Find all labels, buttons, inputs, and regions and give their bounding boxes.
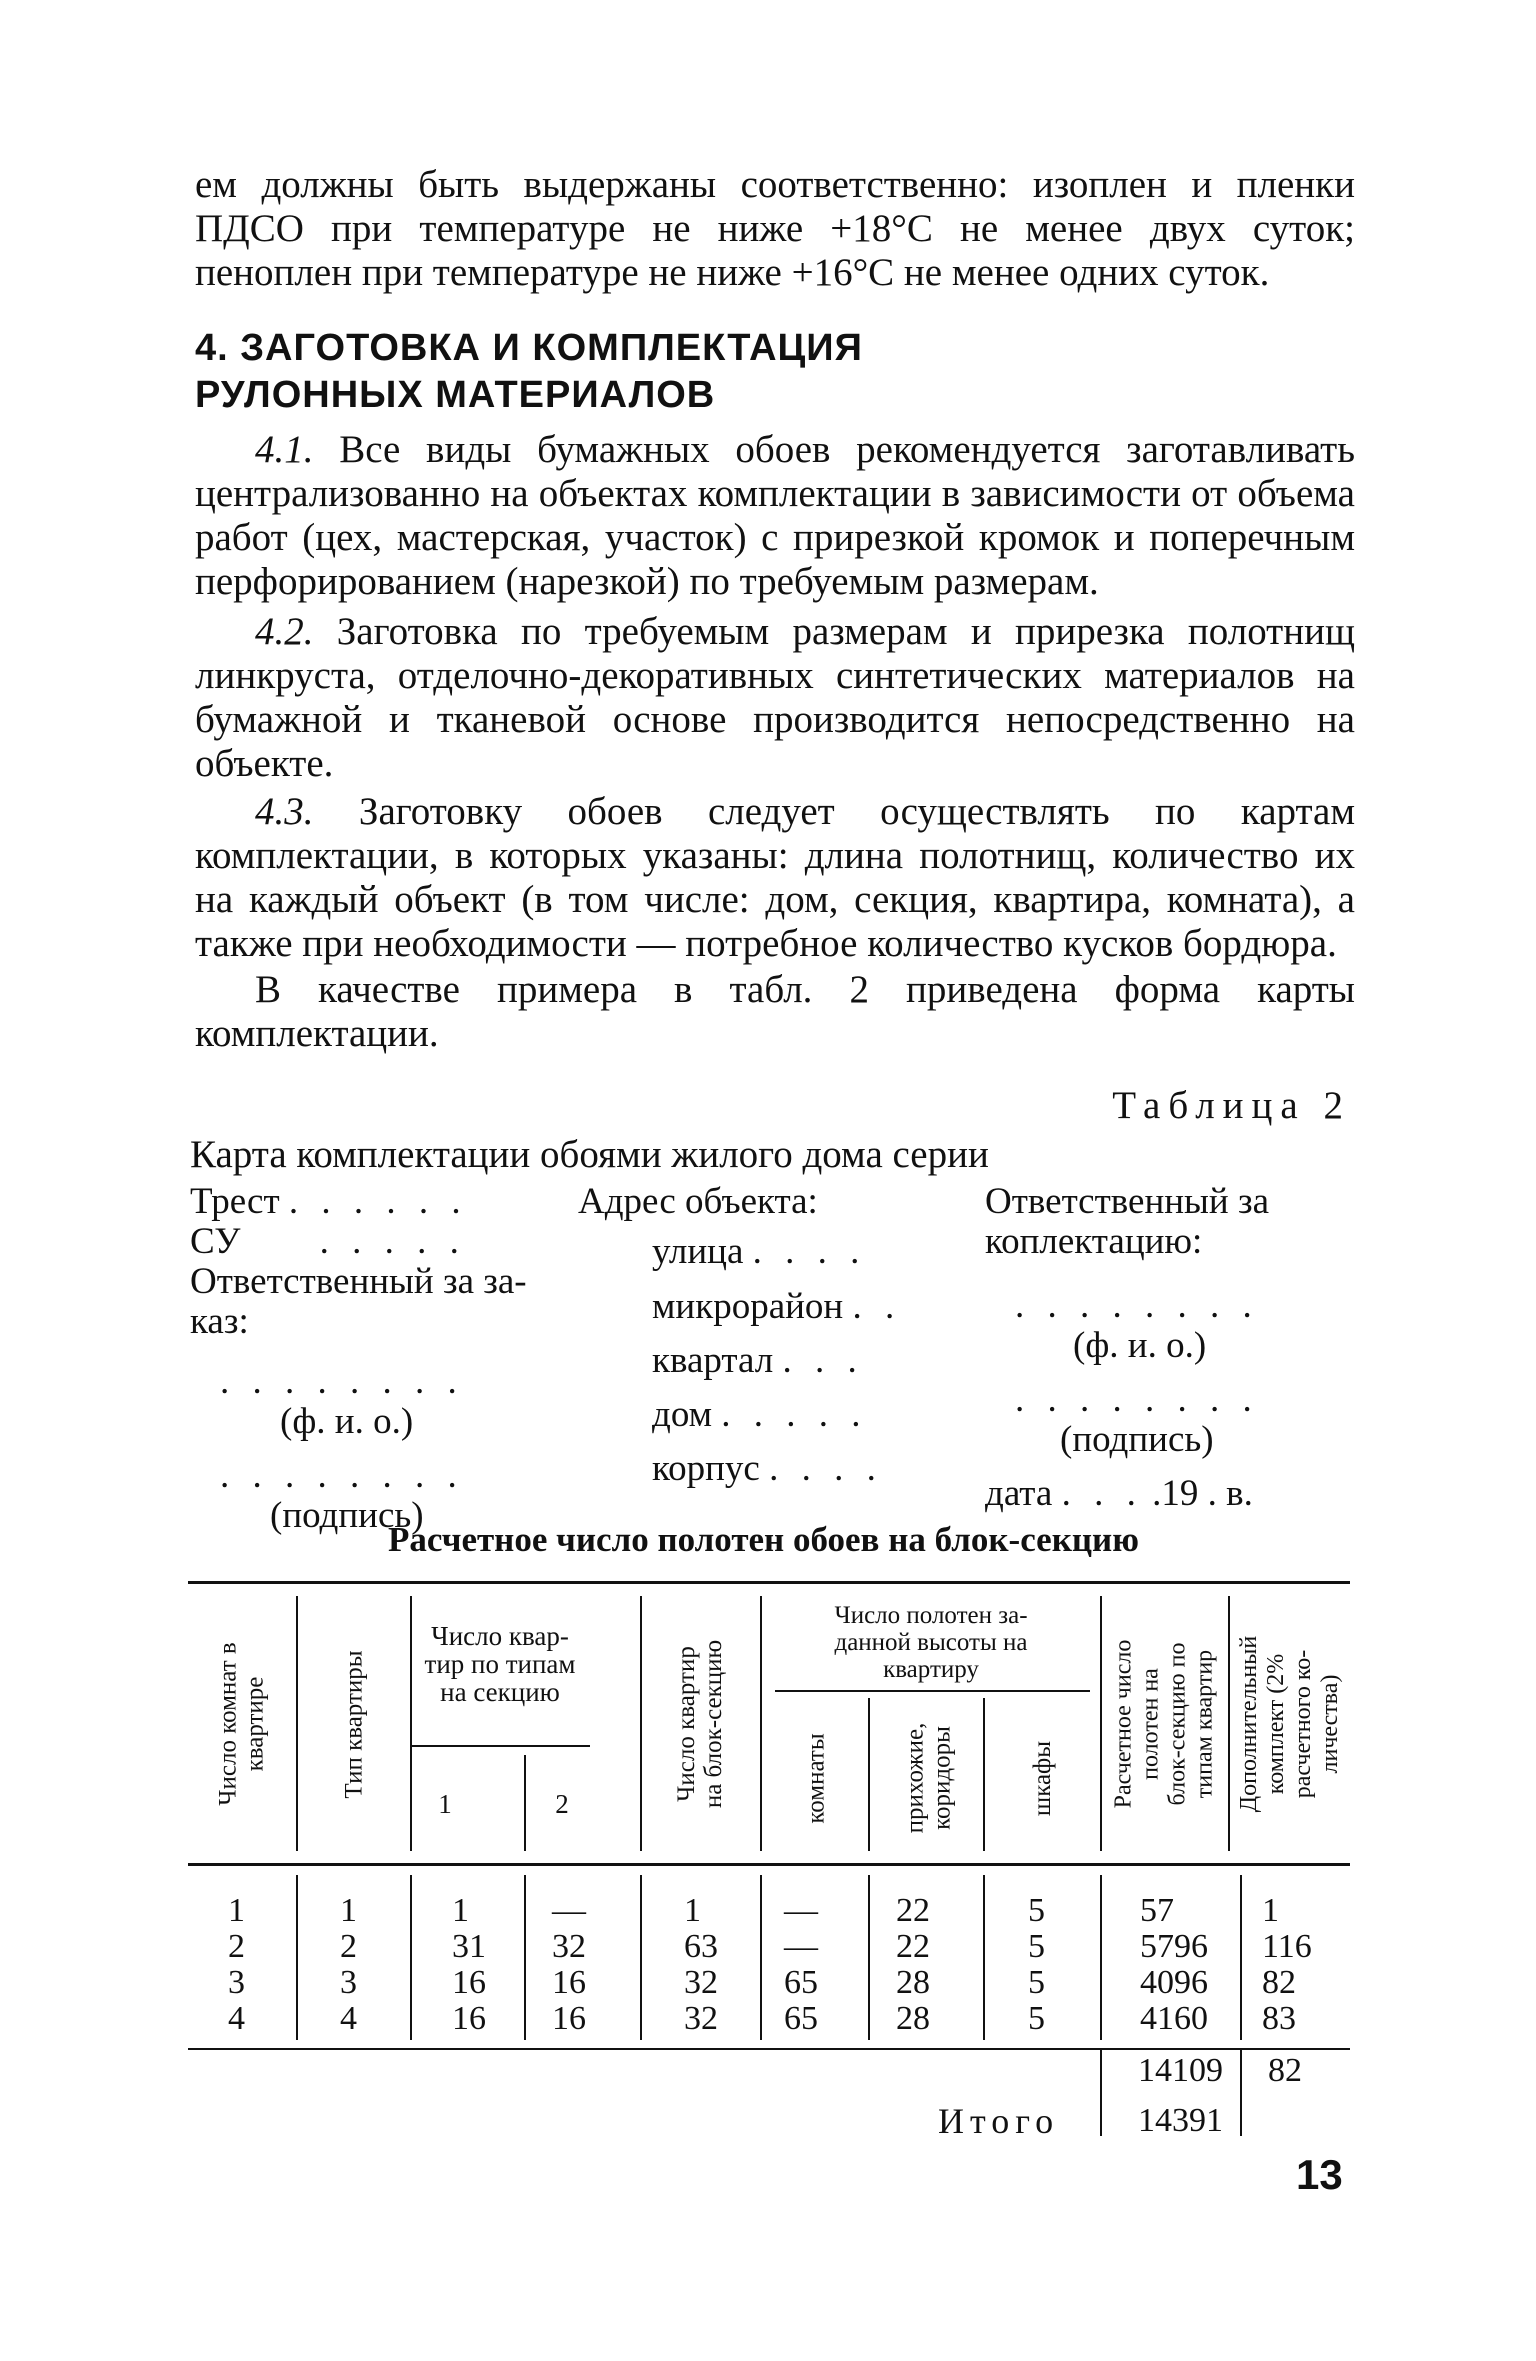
table-cell: 65 (784, 2000, 818, 2037)
date-dots: . . . (1061, 1473, 1143, 1514)
header-sub-rule-1 (410, 1745, 590, 1747)
paragraph-4-1-number: 4.1. (255, 428, 314, 471)
paragraph-example: В качестве примера в табл. 2 приведена форма карты комплектации. (195, 968, 1355, 1055)
form-middle-column (578, 1182, 901, 1489)
table-cell: 5 (1028, 1964, 1045, 2001)
heading-line-2: РУЛОННЫХ МАТЕРИАЛОВ (195, 374, 716, 416)
header-panels: Число полотен за- данной высоты на квартиру (834, 1602, 1028, 1683)
table-cell: 4 (340, 2000, 357, 2037)
table-cell: — (552, 1892, 586, 1929)
district-label: микрорайон (652, 1286, 844, 1327)
header-extra: Дополнительный комплект (2% расчетного ко- личества) (1236, 1635, 1343, 1813)
table-cell: 3 (340, 1964, 357, 2001)
header-type-2: 2 (555, 1789, 569, 1819)
table-cell: 4 (228, 2000, 245, 2037)
body-divider-9 (1240, 1875, 1242, 2040)
body-divider-1 (296, 1875, 298, 2040)
table-top-rule (188, 1581, 1350, 1584)
table-cell: 2 (228, 1928, 245, 1965)
house-label: дом (652, 1394, 713, 1435)
body-divider-2 (410, 1875, 412, 2040)
form-left-column (190, 1182, 527, 1536)
paragraph-4-2 (195, 610, 1355, 786)
year-label: .19 . в. (1152, 1473, 1253, 1514)
table-cell: 16 (552, 1964, 586, 2001)
total-label: Итого (938, 2101, 1060, 2141)
body-divider-5 (760, 1875, 762, 2040)
subtotal-calc: 14109 (1138, 2052, 1223, 2089)
table-cell: 4096 (1140, 1964, 1208, 2001)
quarter-dots: . . . (782, 1340, 864, 1381)
table-cell: 1 (684, 1892, 701, 1929)
card-title: Карта комплектации обоями жилого дома серии (190, 1133, 989, 1176)
table-cell: 31 (452, 1928, 486, 1965)
total-divider-2 (1240, 2050, 1242, 2136)
table-cell: 22 (896, 1892, 930, 1929)
paragraph-4-3 (195, 790, 1355, 966)
form-right-column (985, 1182, 1269, 1514)
header-type-1: 1 (438, 1789, 452, 1819)
table-cell: — (784, 1928, 818, 1965)
header-rooms-panels: комнаты (802, 1732, 830, 1824)
building-label: корпус (652, 1448, 760, 1489)
page-number: 13 (1296, 2151, 1343, 2198)
table-cell: 32 (684, 1964, 718, 2001)
sign-right-label: (подпись) (1060, 1419, 1214, 1460)
table-cell: 16 (452, 2000, 486, 2037)
fio-right-dots: . . . . . . . . (1015, 1285, 1259, 1326)
col-divider-3h (524, 1755, 526, 1851)
table-cell: 1 (340, 1892, 357, 1929)
table-cell: 82 (1262, 1964, 1296, 2001)
street-label: улица (652, 1231, 744, 1272)
paragraph-4-1-text: Все виды бумажных обоев рекомендуется заготавливать централизованно на объектах комплектации в зависимости от объема работ (цех, мастерская, участок) с прирезкой кромок и поперечным перфорированием (нарезкой) по требуемым размерам. (195, 428, 1355, 603)
date-label: дата (985, 1473, 1053, 1514)
header-closets: шкафы (1029, 1740, 1057, 1816)
fio-left-label: (ф. и. о.) (280, 1401, 414, 1442)
table-bottom-rule (188, 2048, 1350, 2050)
table-label: Таблица 2 (1112, 1084, 1351, 1127)
table-cell: 57 (1140, 1892, 1174, 1929)
su-label: СУ (190, 1221, 241, 1262)
building-dots: . . . . (769, 1448, 883, 1489)
table-cell: — (784, 1892, 818, 1929)
header-bottom-rule (188, 1863, 1350, 1866)
subtotal-extra: 82 (1268, 2052, 1302, 2089)
body-divider-6 (868, 1875, 870, 2040)
resp-order-line-1: Ответственный за за- (190, 1261, 527, 1302)
house-dots: . . . . . (721, 1394, 868, 1435)
body-divider-4 (640, 1875, 642, 2040)
fio-left-dots: . . . . . . . . (220, 1361, 464, 1402)
trest-label: Трест (190, 1181, 280, 1222)
total-divider-1 (1100, 2050, 1102, 2136)
header-rooms: Число комнат в квартире (215, 1642, 270, 1806)
resp-order-line-2: каз: (190, 1301, 249, 1342)
total-value: 14391 (1138, 2102, 1223, 2139)
section-heading (195, 325, 1295, 419)
paragraph-4-1 (195, 428, 1355, 604)
sign-left-label: (подпись) (270, 1495, 424, 1536)
table-cell: 32 (552, 1928, 586, 1965)
paragraph-4-3-number: 4.3. (255, 790, 314, 833)
table-cell: 116 (1262, 1928, 1312, 1965)
table-cell: 5 (1028, 2000, 1045, 2037)
sign-left-dots: . . . . . . . . (220, 1455, 464, 1496)
table-cell: 1 (1262, 1892, 1279, 1929)
body-divider-8 (1100, 1875, 1102, 2040)
table-cell: 1 (452, 1892, 469, 1929)
table-cell: 28 (896, 2000, 930, 2037)
table-cell: 32 (684, 2000, 718, 2037)
header-halls: прихожие, коридоры (901, 1722, 955, 1834)
table-cell: 83 (1262, 2000, 1296, 2037)
header-type: Тип квартиры (340, 1649, 368, 1799)
paragraph-4-3-text: Заготовку обоев следует осуществлять по картам комплектации, в которых указаны: длина полотнищ, количество их на каждый объект (в том числе: дом, секция, квартира, комната), а также при необходимости — потребное количество кусков бордюра. (195, 790, 1355, 965)
su-dots: . . . . . (319, 1221, 466, 1262)
header-calc: Расчетное число полотен на блок-секцию по типам квартир (1110, 1639, 1217, 1809)
table-cell: 22 (896, 1928, 930, 1965)
fio-right-label: (ф. и. о.) (1073, 1325, 1207, 1366)
table-cell: 2 (340, 1928, 357, 1965)
paragraph-4-2-text: Заготовка по требуемым размерам и прирезка полотнищ линкруста, отделочно-декоративных синтетических материалов на бумажной и тканевой основе производится непосредственно на объекте. (195, 610, 1355, 785)
body-divider-3 (524, 1875, 526, 2040)
table-cell: 5 (1028, 1892, 1045, 1929)
body-divider-7 (983, 1875, 985, 2040)
table-cell: 63 (684, 1928, 718, 1965)
header-apts-block: Число квартир на блок-секцию (673, 1639, 728, 1809)
table-cell: 28 (896, 1964, 930, 2001)
table-cell: 16 (552, 2000, 586, 2037)
paragraph-4-2-number: 4.2. (255, 610, 314, 653)
address-label: Адрес объекта: (578, 1181, 818, 1222)
resp-compl-line-2: коплектацию: (985, 1221, 1203, 1262)
table-title: Расчетное число полотен обоев на блок-секцию (388, 1520, 1139, 1559)
table-cell: 3 (228, 1964, 245, 2001)
paragraph-top: ем должны быть выдержаны соответственно: изоплен и пленки ПДСО при температуре не ниже +18°С не менее двух суток; пеноплен при температуре не ниже +16°С не менее одних суток. (195, 163, 1355, 294)
table-cell: 65 (784, 1964, 818, 2001)
table-cell: 1 (228, 1892, 245, 1929)
header-sub-rule-2 (775, 1690, 1090, 1692)
table-cell: 5796 (1140, 1928, 1208, 1965)
heading-line-1: 4. ЗАГОТОВКА И КОМПЛЕКТАЦИЯ (195, 327, 863, 369)
sign-right-dots: . . . . . . . . (1015, 1379, 1259, 1420)
table-cell: 16 (452, 1964, 486, 2001)
trest-dots: . . . . . . (288, 1181, 468, 1222)
street-dots: . . . . (752, 1231, 867, 1272)
district-dots: . . (852, 1286, 902, 1327)
resp-compl-line-1: Ответственный за (985, 1181, 1270, 1222)
table-cell: 4160 (1140, 2000, 1208, 2037)
quarter-label: квартал (652, 1340, 774, 1381)
table-cell: 5 (1028, 1928, 1045, 1965)
header-apts-by-type: Число квар- тир по типам на секцию (424, 1621, 576, 1707)
